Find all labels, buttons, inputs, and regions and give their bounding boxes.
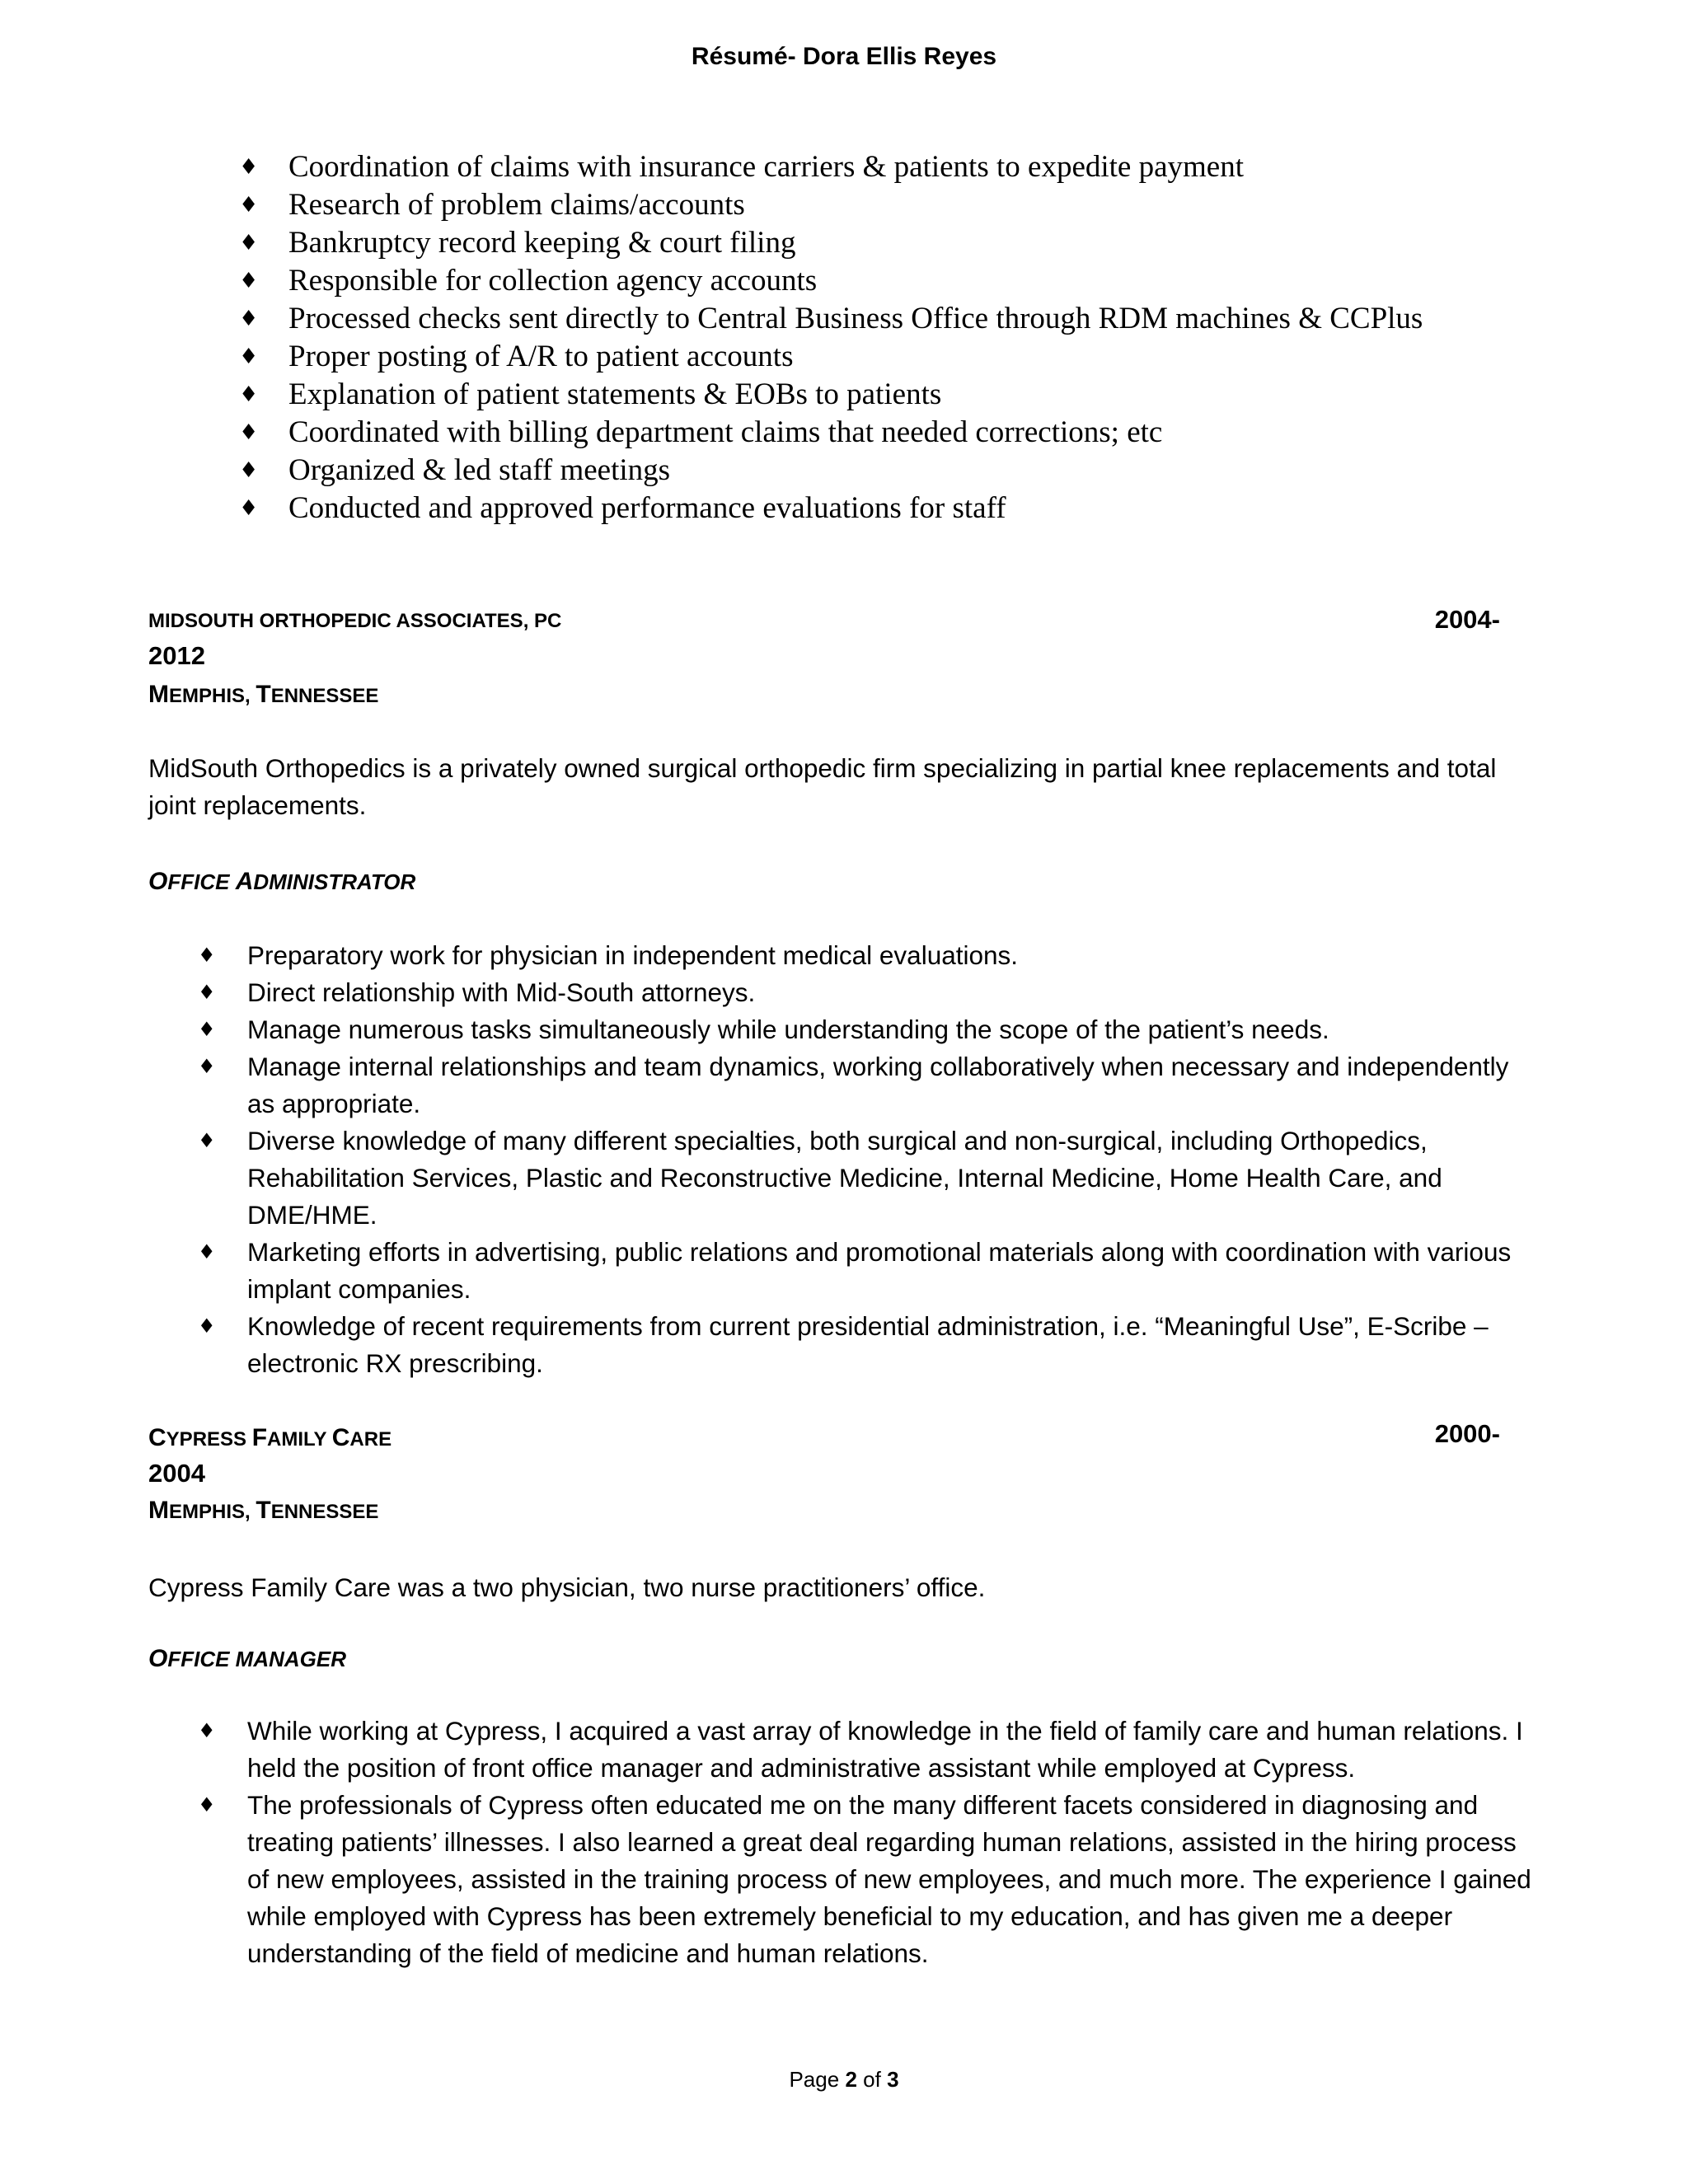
diamond-bullet-icon: ♦ bbox=[198, 1240, 216, 1263]
list-item: ♦ Organized & led staff meetings bbox=[239, 452, 1558, 490]
job1-year-end: 2012 bbox=[148, 641, 205, 670]
job2-company: CYPRESS FAMILY CARE bbox=[148, 1424, 392, 1451]
job1-location: MEMPHIS, TENNESSEE bbox=[148, 681, 379, 708]
list-item: ♦ Marketing efforts in advertising, public relations and promotional materials along with coordination with various implant companies. bbox=[198, 1234, 1533, 1308]
job2-description: Cypress Family Care was a two physician, two nurse practitioners’ office. bbox=[148, 1572, 986, 1602]
job2-location: MEMPHIS, TENNESSEE bbox=[148, 1497, 379, 1524]
job1-description: MidSouth Orthopedics is a privately owned surgical orthopedic firm specializing in partial knee replacements and total joint replacements. bbox=[148, 753, 1497, 820]
job1-year-start: 2004- bbox=[1434, 605, 1500, 634]
diamond-bullet-icon: ♦ bbox=[239, 231, 259, 255]
diamond-bullet-icon: ♦ bbox=[198, 944, 216, 967]
diamond-bullet-icon: ♦ bbox=[198, 1129, 216, 1152]
job2-year-end: 2004 bbox=[148, 1459, 205, 1488]
job1-company-line bbox=[148, 605, 1500, 634]
job1-role-title: OFFICE ADMINISTRATOR bbox=[148, 868, 416, 895]
diamond-bullet-icon: ♦ bbox=[198, 1793, 216, 1816]
diamond-bullet-icon: ♦ bbox=[198, 1018, 216, 1041]
diamond-bullet-icon: ♦ bbox=[198, 1719, 216, 1742]
diamond-bullet-icon: ♦ bbox=[198, 1315, 216, 1338]
list-item: ♦ Proper posting of A/R to patient accounts bbox=[239, 338, 1558, 376]
list-item: ♦ Bankruptcy record keeping & court filing bbox=[239, 224, 1558, 262]
current-page-number: 2 bbox=[845, 2067, 857, 2092]
diamond-bullet-icon: ♦ bbox=[239, 155, 259, 180]
total-page-count: 3 bbox=[887, 2067, 899, 2092]
job2-role-title: OFFICE MANAGER bbox=[148, 1645, 347, 1672]
responsibilities-list bbox=[239, 148, 1558, 527]
diamond-bullet-icon: ♦ bbox=[239, 307, 259, 331]
page-header-title: Résumé- Dora Ellis Reyes bbox=[691, 43, 997, 70]
diamond-bullet-icon: ♦ bbox=[239, 382, 259, 407]
list-item: ♦ Processed checks sent directly to Central Business Office through RDM machines & CCPlus bbox=[239, 300, 1558, 338]
list-item: ♦ Manage internal relationships and team dynamics, working collaboratively when necessary and independently as appropriate. bbox=[198, 1048, 1533, 1122]
list-item: ♦ Direct relationship with Mid-South attorneys. bbox=[198, 974, 1533, 1011]
job2-company-line bbox=[148, 1419, 1500, 1452]
page-footer: Page 2 of 3 bbox=[789, 2067, 899, 2092]
list-item: ♦ Preparatory work for physician in independent medical evaluations. bbox=[198, 937, 1533, 974]
list-item: ♦ Coordination of claims with insurance carriers & patients to expedite payment bbox=[239, 148, 1558, 186]
list-item: ♦ Explanation of patient statements & EOBs to patients bbox=[239, 376, 1558, 414]
job1-company: MIDSOUTH ORTHOPEDIC ASSOCIATES, PC bbox=[148, 610, 562, 632]
diamond-bullet-icon: ♦ bbox=[198, 981, 216, 1004]
list-item: ♦ While working at Cypress, I acquired a vast array of knowledge in the field of family care and human relations. I held the position of front office manager and administrative assistant while employed at Cypress. bbox=[198, 1713, 1533, 1787]
list-item: ♦ Diverse knowledge of many different specialties, both surgical and non-surgical, including Orthopedics, Rehabilitation Services, Plastic and Reconstructive Medicine, Internal Medicine, Home Health Care, and DME/HME. bbox=[198, 1122, 1533, 1234]
list-item: ♦ Responsible for collection agency accounts bbox=[239, 262, 1558, 300]
list-item: ♦ The professionals of Cypress often educated me on the many different facets considered in diagnosing and treating patients’ illnesses. I also learned a great deal regarding human relations, assisted in the hiring process of new employees, assisted in the training process of new employees, and much more. The experience I gained while employed with Cypress has been extremely beneficial to my education, and has given me a deeper understanding of the field of medicine and human relations. bbox=[198, 1787, 1533, 1972]
list-item: ♦ Knowledge of recent requirements from current presidential administration, i.e. “Meaningful Use”, E-Scribe – electronic RX prescribing. bbox=[198, 1308, 1533, 1382]
list-item: ♦ Conducted and approved performance evaluations for staff bbox=[239, 490, 1558, 527]
job2-year-start: 2000- bbox=[1434, 1419, 1500, 1448]
list-item: ♦ Manage numerous tasks simultaneously while understanding the scope of the patient’s needs. bbox=[198, 1011, 1533, 1048]
job1-duties-list bbox=[198, 937, 1533, 1382]
job2-duties-list bbox=[198, 1713, 1533, 1972]
diamond-bullet-icon: ♦ bbox=[239, 193, 259, 218]
diamond-bullet-icon: ♦ bbox=[239, 420, 259, 445]
diamond-bullet-icon: ♦ bbox=[239, 458, 259, 483]
diamond-bullet-icon: ♦ bbox=[198, 1055, 216, 1078]
diamond-bullet-icon: ♦ bbox=[239, 344, 259, 369]
diamond-bullet-icon: ♦ bbox=[239, 496, 259, 521]
diamond-bullet-icon: ♦ bbox=[239, 269, 259, 293]
list-item: ♦ Research of problem claims/accounts bbox=[239, 186, 1558, 224]
list-item: ♦ Coordinated with billing department claims that needed corrections; etc bbox=[239, 414, 1558, 452]
